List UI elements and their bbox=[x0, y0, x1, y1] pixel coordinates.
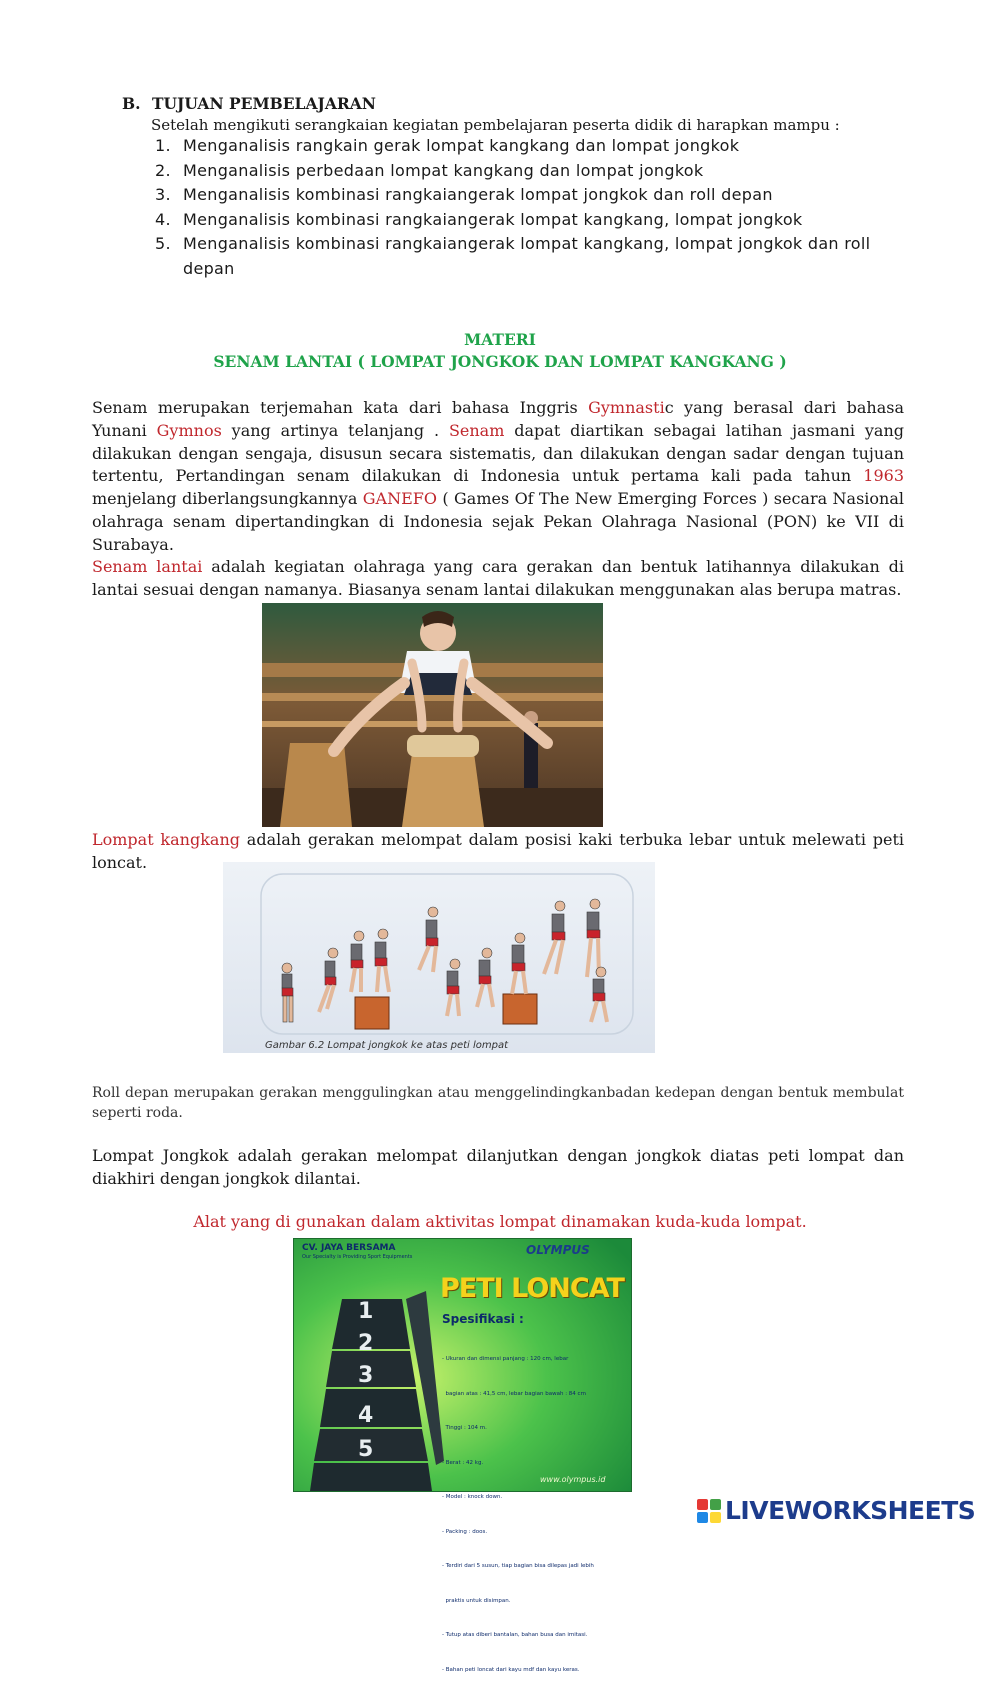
highlight-term: Lompat kangkang bbox=[92, 830, 240, 849]
objective-item bbox=[155, 183, 915, 208]
spec-item: - Terdiri dari 5 susun, tiap bagian bisa dilepas jadi lebih bbox=[442, 1563, 594, 1569]
objective-item bbox=[155, 159, 915, 184]
spec-item: - Ukuran dan dimensi panjang : 120 cm, lebar bbox=[442, 1356, 569, 1362]
section-b-heading bbox=[122, 94, 376, 113]
objective-text: Menganalisis rangkain gerak lompat kangkang dan lompat jongkok bbox=[183, 136, 740, 155]
text-run: c yang berasal dari bahasa Yunani bbox=[92, 398, 904, 440]
liveworksheets-text: LIVEWORKSHEETS bbox=[725, 1496, 976, 1525]
objective-text: Menganalisis perbedaan lompat kangkang dan lompat jongkok bbox=[183, 160, 704, 180]
spec-list bbox=[442, 1331, 627, 1699]
spec-item: praktis untuk disimpan. bbox=[442, 1597, 511, 1604]
objective-number: 2. bbox=[155, 160, 171, 180]
spec-item: bagian atas : 41,5 cm, lebar bagian bawah : 84 cm bbox=[442, 1390, 586, 1397]
box-number: 1 bbox=[358, 1299, 374, 1324]
text-run: menjelang diberlangsungkannya bbox=[92, 489, 363, 509]
section-label: B. bbox=[122, 94, 141, 113]
objective-text: Menganalisis kombinasi rangkaiangerak lompat kangkang, lompat jongkok bbox=[183, 209, 803, 229]
objective-item bbox=[155, 208, 915, 233]
poster-title: PETI LONCAT bbox=[440, 1273, 624, 1304]
materi-heading: MATERI bbox=[464, 330, 536, 349]
spec-item: - Berat : 42 kg. bbox=[442, 1459, 484, 1466]
spec-heading: Spesifikasi : bbox=[442, 1312, 524, 1326]
squat-vault-illustration bbox=[223, 862, 655, 1053]
liveworksheets-logo bbox=[697, 1496, 975, 1525]
objective-number: 3. bbox=[155, 185, 171, 204]
poster-company: CV. JAYA BERSAMA bbox=[302, 1243, 396, 1253]
spec-item: - Bahan peti loncat dari kayu mdf dan kayu keras. bbox=[442, 1666, 580, 1673]
box-number: 2 bbox=[358, 1331, 374, 1356]
spec-item: - Model : knock down. bbox=[442, 1494, 503, 1500]
spec-item: - Tutup atas diberi bantalan, bahan busa dan imitasi. bbox=[442, 1632, 588, 1638]
poster-website: www.olympus.id bbox=[540, 1475, 606, 1484]
text-run: dapat diartikan sebagai latihan jasmani yang dilakukan dengan sengaja, disusun secara sistematis, dan dilakukan dengan sadar dengan tujuan tertentu, Pertandingan senam dilakukan di Indonesia untuk pertama kali pada tahun bbox=[92, 420, 905, 486]
paragraph-lompat-jongkok: Lompat Jongkok adalah gerakan melompat dilanjutkan dengan jongkok diatas peti lompat dan diakhiri dengan jongkok dilantai. bbox=[92, 1146, 904, 1188]
objective-number: 4. bbox=[155, 209, 171, 229]
objective-number: 5. bbox=[155, 234, 171, 253]
vault-photo-graphic bbox=[262, 603, 603, 827]
paragraph-senam bbox=[92, 397, 904, 557]
peti-loncat-poster bbox=[293, 1238, 632, 1673]
illustration-caption: Gambar 6.2 Lompat jongkok ke atas peti lompat bbox=[265, 1040, 509, 1051]
highlight-term: Senam bbox=[448, 420, 505, 440]
box-number: 5 bbox=[358, 1437, 374, 1462]
poster-brand: OLYMPUS bbox=[526, 1243, 590, 1257]
highlight-term: 1963 bbox=[863, 466, 904, 486]
squat-vault-sequence-graphic bbox=[223, 862, 655, 1053]
objective-item bbox=[155, 232, 915, 281]
liveworksheets-icon bbox=[697, 1499, 721, 1523]
section-title: TUJUAN PEMBELAJARAN bbox=[152, 94, 376, 113]
alat-caption: Alat yang di gunakan dalam aktivitas lompat dinamakan kuda-kuda lompat. bbox=[193, 1212, 807, 1231]
paragraph-senam-lantai bbox=[92, 556, 904, 602]
highlight-term: Senam lantai bbox=[92, 557, 203, 576]
section-b-intro: Setelah mengikuti serangkaian kegiatan pembelajaran peserta didik di harapkan mampu : bbox=[151, 116, 840, 134]
text-run: yang artinya telanjang . bbox=[221, 420, 449, 440]
box-number: 3 bbox=[358, 1363, 374, 1388]
text-run: ( Games Of The New Emerging Forces ) secara Nasional olahraga senam dipertandingkan di Indonesia sejak Pekan Olahraga Nasional (PON) ke VII di Surabaya. bbox=[92, 489, 905, 554]
spec-item: - Packing : doos. bbox=[442, 1528, 488, 1535]
vault-photo bbox=[262, 603, 603, 827]
box-number: 4 bbox=[358, 1403, 374, 1428]
objective-number: 1. bbox=[155, 136, 171, 155]
highlight-term: GANEFO bbox=[362, 489, 437, 509]
highlight-term: Gymnasti bbox=[588, 398, 665, 417]
text-run: adalah kegiatan olahraga yang cara gerakan dan bentuk latihannya dilakukan di lantai sesuai dengan namanya. Biasanya senam lantai dilakukan menggunakan alas berupa matras. bbox=[92, 557, 904, 599]
text-run: adalah gerakan melompat dalam posisi kaki terbuka lebar untuk melewati peti loncat. bbox=[92, 830, 904, 872]
poster-tagline: Our Specialty is Providing Sport Equipments bbox=[302, 1254, 413, 1260]
highlight-term: Gymnos bbox=[156, 420, 222, 440]
objective-text: Menganalisis kombinasi rangkaiangerak lompat kangkang, lompat jongkok dan roll depan bbox=[183, 234, 871, 278]
materi-subheading: SENAM LANTAI ( LOMPAT JONGKOK DAN LOMPAT KANGKANG ) bbox=[213, 352, 787, 371]
objectives-list bbox=[155, 134, 915, 281]
objective-item bbox=[155, 134, 915, 159]
text-run: Senam merupakan terjemahan kata dari bahasa Inggris bbox=[92, 398, 589, 417]
objective-text: Menganalisis kombinasi rangkaiangerak lompat jongkok dan roll depan bbox=[183, 185, 773, 204]
spec-item: Tinggi : 104 m. bbox=[442, 1425, 487, 1431]
paragraph-roll-depan: Roll depan merupakan gerakan menggulingkan atau menggelindingkanbadan kedepan dengan bentuk membulat seperti roda. bbox=[92, 1085, 904, 1121]
